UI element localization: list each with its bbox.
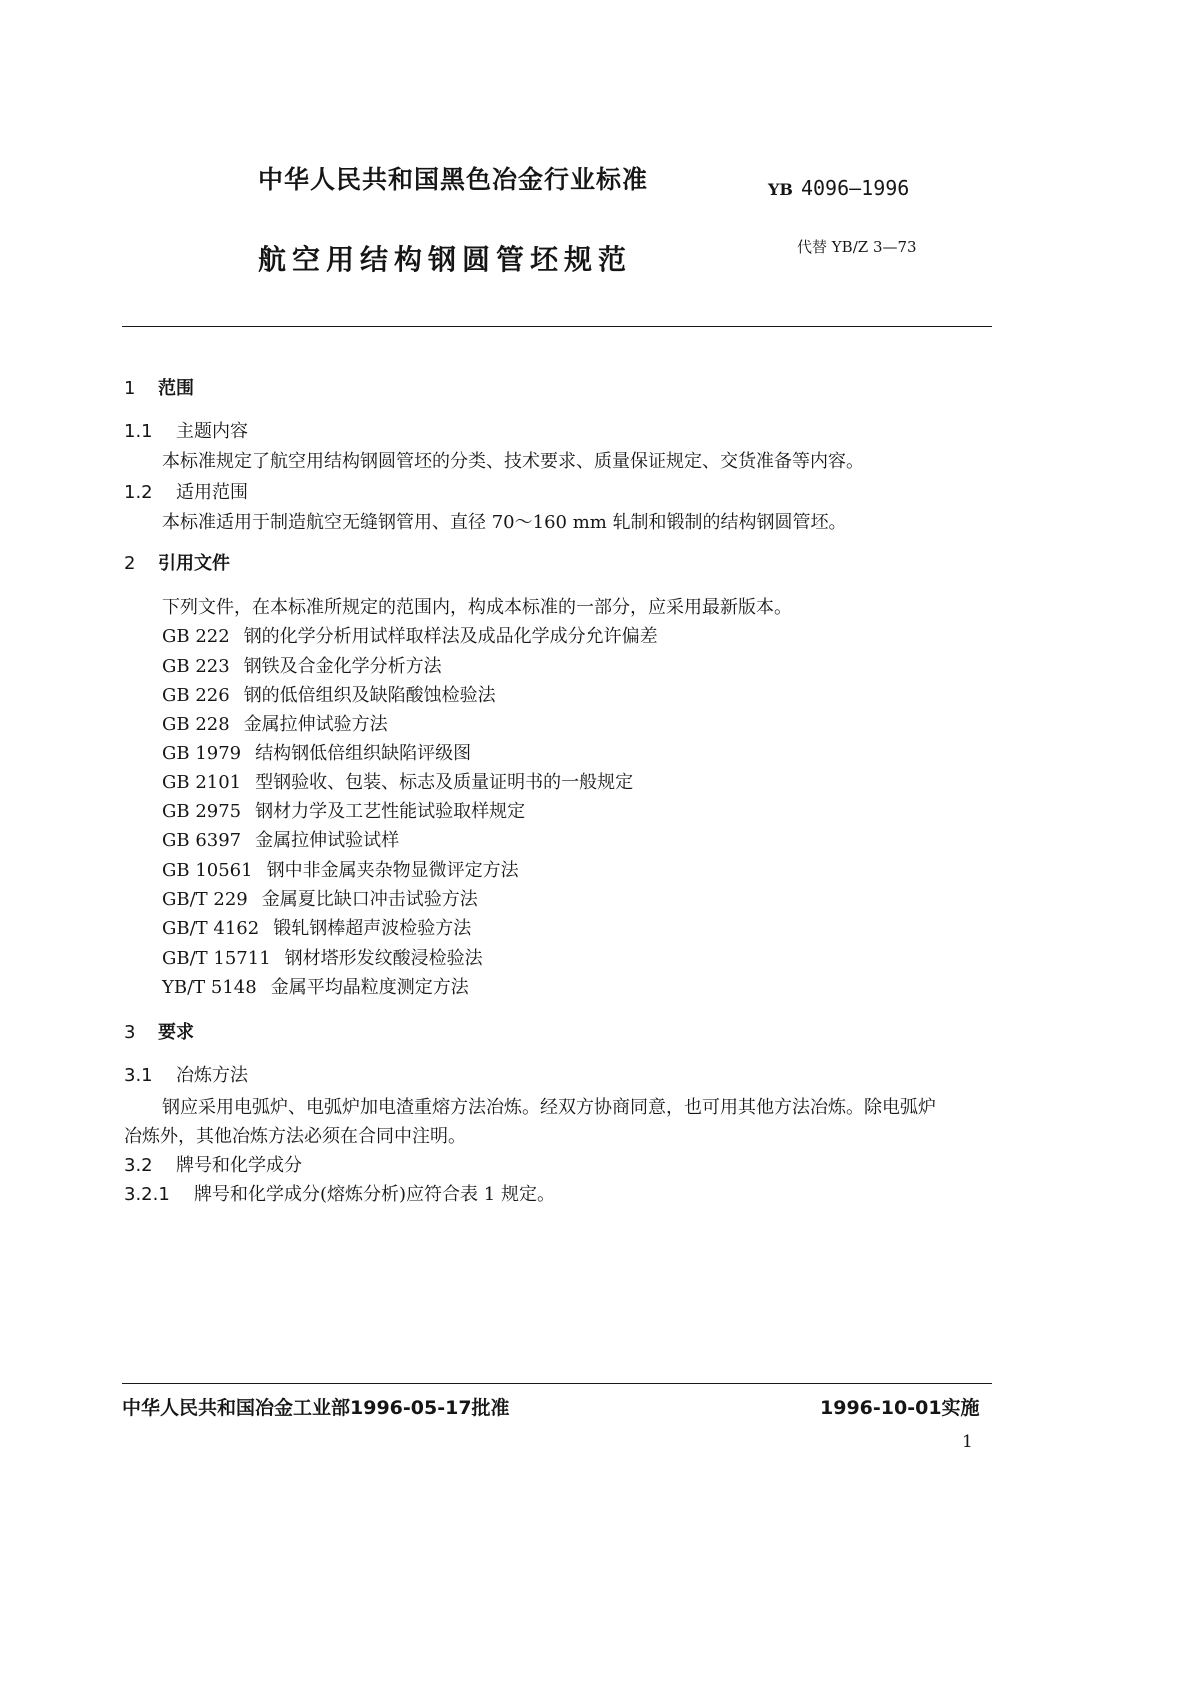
section-3-heading: 3 要求 <box>124 1022 194 1043</box>
section-1-heading: 1 范围 <box>124 378 194 399</box>
standard-code: 4096—1996 <box>800 176 910 200</box>
section-3-2-1-text: 3.2.1 牌号和化学成分(熔炼分析)应符合表 1 规定。 <box>124 1184 555 1205</box>
reference-item: GB 228 金属拉伸试验方法 <box>162 714 388 735</box>
reference-item: GB/T 15711 钢材塔形发纹酸浸检验法 <box>162 948 483 969</box>
reference-item: GB 223 钢铁及合金化学分析方法 <box>162 656 442 677</box>
footer-rule <box>122 1383 992 1384</box>
section-3-1-heading: 3.1 冶炼方法 <box>124 1065 248 1086</box>
header-rule <box>122 326 992 327</box>
reference-item: GB 222 钢的化学分析用试样取样法及成品化学成分允许偏差 <box>162 626 658 647</box>
section-1-2-text: 本标准适用于制造航空无缝钢管用、直径 70～160 mm 轧制和锻制的结构钢圆管坯。 <box>162 512 847 533</box>
issuer-title: 中华人民共和国黑色冶金行业标准 <box>258 165 649 194</box>
section-3-1-text-cont: 冶炼外，其他冶炼方法必须在合同中注明。 <box>124 1126 466 1147</box>
standard-prefix: YB <box>768 180 793 199</box>
page-number: 1 <box>962 1432 973 1452</box>
effective-date: 1996-10-01实施 <box>820 1397 980 1419</box>
standard-number <box>768 176 909 200</box>
section-3-2-heading: 3.2 牌号和化学成分 <box>124 1155 302 1176</box>
reference-item: GB 6397 金属拉伸试验试样 <box>162 830 400 851</box>
reference-item: YB/T 5148 金属平均晶粒度测定方法 <box>162 977 469 998</box>
reference-item: GB 10561 钢中非金属夹杂物显微评定方法 <box>162 860 519 881</box>
document-title: 航空用结构钢圆管坯规范 <box>258 243 633 276</box>
section-1-1-text: 本标准规定了航空用结构钢圆管坯的分类、技术要求、质量保证规定、交货准备等内容。 <box>162 451 864 472</box>
section-2-heading: 2 引用文件 <box>124 553 230 574</box>
approval-date: 中华人民共和国冶金工业部1996-05-17批准 <box>122 1397 510 1419</box>
reference-item: GB/T 229 金属夏比缺口冲击试验方法 <box>162 889 478 910</box>
section-1-2-heading: 1.2 适用范围 <box>124 482 248 503</box>
section-1-1-heading: 1.1 主题内容 <box>124 421 248 442</box>
replaces-note: 代替 YB/Z 3—73 <box>797 238 917 256</box>
section-3-1-text: 钢应采用电弧炉、电弧炉加电渣重熔方法冶炼。经双方协商同意，也可用其他方法冶炼。除电弧炉 <box>162 1097 936 1118</box>
reference-item: GB/T 4162 锻轧钢棒超声波检验方法 <box>162 918 472 939</box>
reference-item: GB 1979 结构钢低倍组织缺陷评级图 <box>162 743 472 764</box>
section-2-intro: 下列文件，在本标准所规定的范围内，构成本标准的一部分，应采用最新版本。 <box>162 597 792 618</box>
reference-item: GB 226 钢的低倍组织及缺陷酸蚀检验法 <box>162 685 496 706</box>
reference-item: GB 2101 型钢验收、包装、标志及质量证明书的一般规定 <box>162 772 634 793</box>
reference-item: GB 2975 钢材力学及工艺性能试验取样规定 <box>162 801 526 822</box>
